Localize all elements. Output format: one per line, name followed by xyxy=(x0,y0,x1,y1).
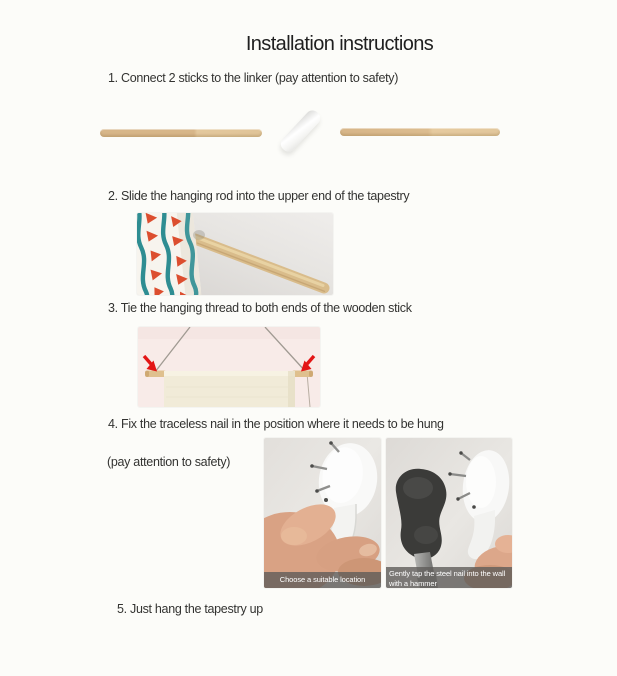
rod-linker-image xyxy=(278,108,323,155)
sleeve-opening-shadow xyxy=(193,230,205,240)
page-title: Installation instructions xyxy=(245,33,434,55)
step-1-text: 1. Connect 2 sticks to the linker (pay attention to safety) xyxy=(108,71,399,85)
wooden-stick-left-image xyxy=(100,129,262,137)
hammer-tap-illustration xyxy=(386,438,512,588)
wooden-stick-right-image xyxy=(340,128,500,136)
tapestry xyxy=(164,371,295,407)
step-2-text: 2. Slide the hanging rod into the upper end of the tapestry xyxy=(108,189,410,203)
rod-into-tapestry-photo xyxy=(137,213,333,295)
photo-caption: Choose a suitable location xyxy=(264,572,381,588)
step-5-text: 5. Just hang the tapestry up xyxy=(117,602,263,616)
choose-location-illustration xyxy=(264,438,381,588)
step-3-text: 3. Tie the hanging thread to both ends of the wooden stick xyxy=(108,301,412,315)
step-4-text-line2: (pay attention to safety) xyxy=(107,455,231,469)
tie-thread-illustration xyxy=(138,327,320,407)
hammer-tap-photo xyxy=(386,438,512,588)
photo-caption: Gently tap the steel nail into the wall with a hammer xyxy=(386,567,512,588)
tapestry-fabric xyxy=(137,213,203,295)
step-4-text-line1: 4. Fix the traceless nail in the position where it needs to be hung xyxy=(108,417,444,431)
rod-into-tapestry-illustration xyxy=(137,213,333,295)
tie-thread-photo xyxy=(138,327,320,407)
choose-location-photo xyxy=(264,438,381,588)
